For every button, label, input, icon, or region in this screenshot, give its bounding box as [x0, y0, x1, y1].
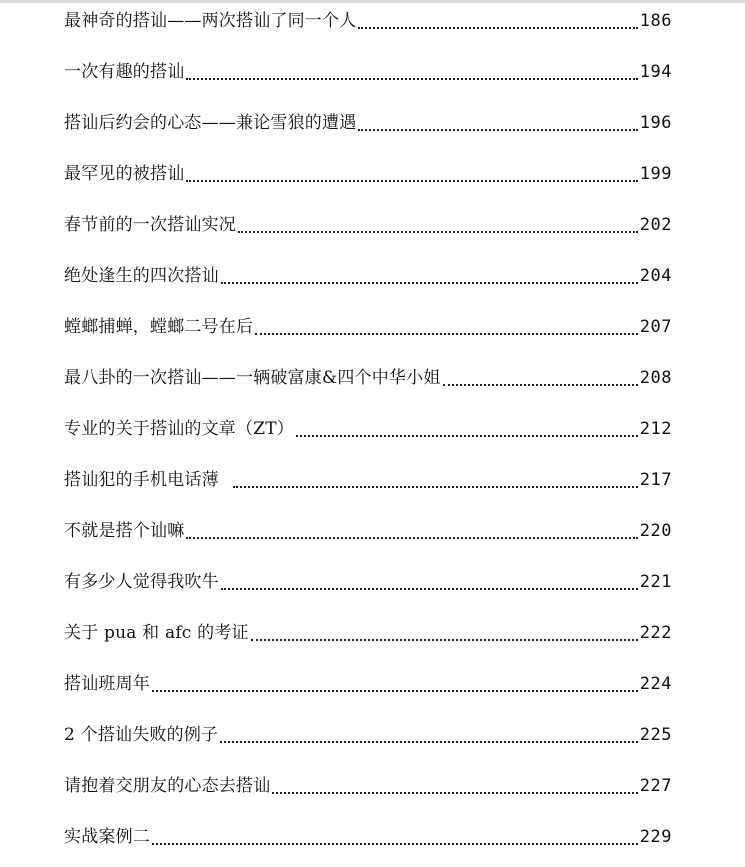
- toc-entry[interactable]: [64, 618, 672, 644]
- toc-entry[interactable]: [64, 210, 672, 236]
- toc-entry-title: 不就是搭个讪嘛: [64, 521, 185, 541]
- toc-entry[interactable]: [64, 771, 672, 797]
- toc-entry-page: 224: [639, 674, 672, 694]
- toc-entry-page: 225: [639, 725, 672, 745]
- toc-entry[interactable]: [64, 465, 672, 491]
- toc-entry-page: 208: [639, 368, 672, 388]
- dot-leader: [221, 568, 638, 590]
- toc-entry[interactable]: [64, 312, 672, 338]
- dot-leader: [186, 160, 637, 182]
- toc-entry[interactable]: [64, 414, 672, 440]
- toc-entry-page: 222: [639, 623, 672, 643]
- toc-entry-title: 2 个搭讪失败的例子: [64, 725, 219, 745]
- dot-leader: [296, 415, 638, 437]
- dot-leader: [221, 262, 638, 284]
- dot-leader: [443, 364, 638, 386]
- toc-entry-page: 220: [639, 521, 672, 541]
- toc-entry-page: 194: [639, 62, 672, 82]
- toc-entry[interactable]: [64, 261, 672, 287]
- toc-entry[interactable]: [64, 516, 672, 542]
- toc-entry[interactable]: [64, 720, 672, 746]
- toc-entry-title: 一次有趣的搭讪: [64, 62, 185, 82]
- dot-leader: [238, 211, 638, 233]
- toc-entry-page: 212: [639, 419, 672, 439]
- toc-entry-title: 有多少人觉得我吹牛: [64, 572, 219, 592]
- toc-entry-title: 搭讪犯的手机电话薄: [64, 470, 219, 490]
- dot-leader: [358, 109, 637, 131]
- toc-entry-title: 最八卦的一次搭讪——一辆破富康&四个中华小姐: [64, 368, 441, 388]
- toc-entry[interactable]: [64, 159, 672, 185]
- toc-entry[interactable]: [64, 567, 672, 593]
- dot-leader: [272, 772, 637, 794]
- dot-leader: [233, 466, 638, 488]
- toc-entry-title: 最罕见的被搭讪: [64, 164, 185, 184]
- toc-entry[interactable]: [64, 6, 672, 32]
- toc-entry-title: 螳螂捕蝉，螳螂二号在后: [64, 317, 254, 337]
- toc-entry-page: 202: [639, 215, 672, 235]
- dot-leader: [152, 823, 638, 845]
- dot-leader: [358, 7, 637, 29]
- toc-entry-page: 199: [639, 164, 672, 184]
- toc-entry-title: 关于 pua 和 afc 的考证: [64, 623, 249, 643]
- toc-entry[interactable]: [64, 108, 672, 134]
- toc-entry-page: 207: [639, 317, 672, 337]
- toc-entry[interactable]: [64, 57, 672, 83]
- toc-entry-title: 实战案例二: [64, 827, 150, 847]
- page-top-border: [0, 0, 745, 3]
- toc-entry-title: 请抱着交朋友的心态去搭讪: [64, 776, 271, 796]
- toc-entry-page: 204: [639, 266, 672, 286]
- dot-leader: [251, 619, 638, 641]
- toc-entry[interactable]: [64, 669, 672, 695]
- toc-entry-page: 221: [639, 572, 672, 592]
- dot-leader: [186, 517, 637, 539]
- toc-entry-page: 227: [639, 776, 672, 796]
- toc-entry-page: 186: [639, 11, 672, 31]
- toc-entry[interactable]: [64, 822, 672, 848]
- dot-leader: [152, 670, 638, 692]
- toc-entry-title: 绝处逢生的四次搭讪: [64, 266, 219, 286]
- toc-entry-title: 最神奇的搭讪——两次搭讪了同一个人: [64, 11, 357, 31]
- toc-entry[interactable]: [64, 363, 672, 389]
- toc-entry-page: 196: [639, 113, 672, 133]
- toc-entry-title: 搭讪班周年: [64, 674, 150, 694]
- toc-entry-title: 专业的关于搭讪的文章（ZT）: [64, 419, 294, 439]
- dot-leader: [255, 313, 638, 335]
- dot-leader: [220, 721, 638, 743]
- dot-leader: [186, 58, 637, 80]
- toc-entry-page: 217: [639, 470, 672, 490]
- toc-entry-page: 229: [639, 827, 672, 847]
- toc-entry-title: 搭讪后约会的心态——兼论雪狼的遭遇: [64, 113, 357, 133]
- toc-entry-title: 春节前的一次搭讪实况: [64, 215, 236, 235]
